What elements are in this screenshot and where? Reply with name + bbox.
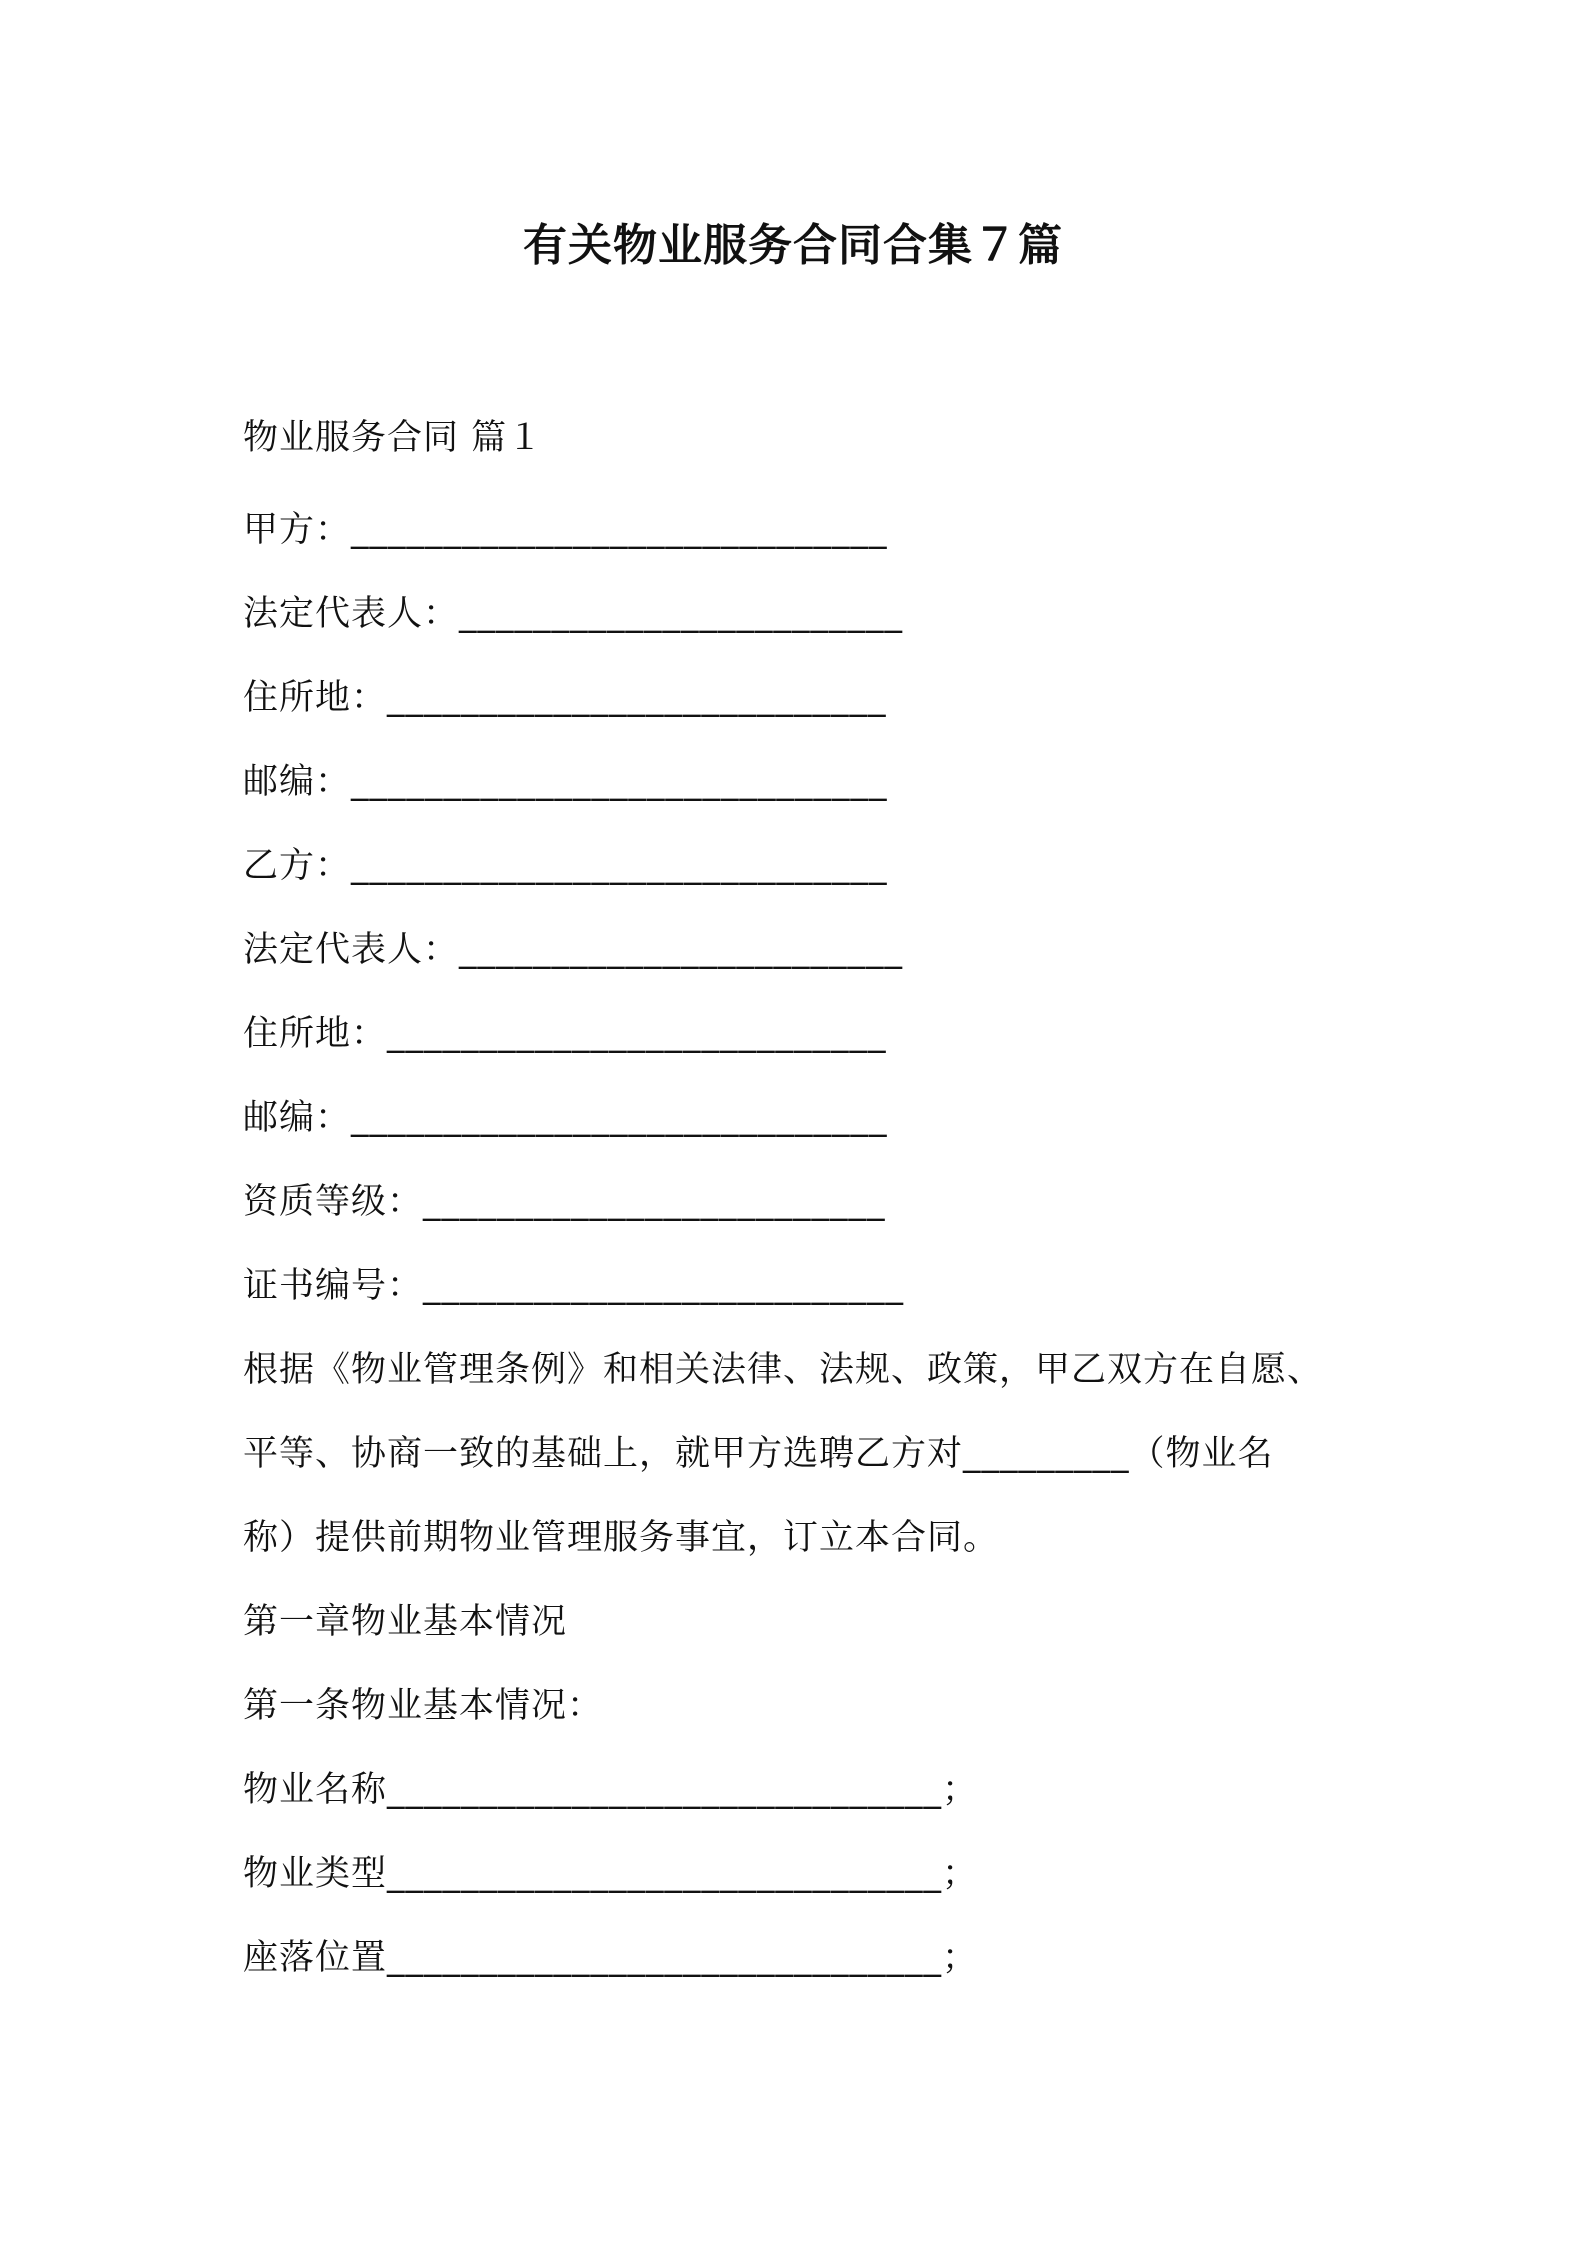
intro-line: 根据《物业管理条例》和相关法律、法规、政策，甲乙双方在自愿、 [243, 1350, 1324, 1390]
intro-paragraph [243, 1346, 1363, 1598]
field-address-b: 住所地：___________________________ [243, 1014, 887, 1054]
intro-line: 平等、协商一致的基础上，就甲方选聘乙方对_________（物业名 [243, 1434, 1274, 1474]
field-property-type: 物业类型______________________________； [243, 1854, 979, 1894]
field-property-location: 座落位置______________________________； [243, 1938, 979, 1978]
section-title: 物业服务合同 篇１ [243, 418, 544, 458]
chapter-heading: 第一章物业基本情况 [243, 1602, 568, 1642]
field-property-name: 物业名称______________________________； [243, 1770, 979, 1810]
field-postcode-a: 邮编：_____________________________ [243, 762, 888, 802]
article-heading: 第一条物业基本情况： [243, 1686, 604, 1726]
intro-line: 称）提供前期物业管理服务事宜，订立本合同。 [243, 1518, 1000, 1558]
field-legal-rep-a: 法定代表人：________________________ [243, 594, 904, 634]
field-postcode-b: 邮编：_____________________________ [243, 1098, 888, 1138]
field-address-a: 住所地：___________________________ [243, 678, 887, 718]
field-certificate-number: 证书编号：__________________________ [243, 1266, 905, 1306]
field-legal-rep-b: 法定代表人：________________________ [243, 930, 904, 970]
document-title: 有关物业服务合同合集７篇 [523, 220, 1063, 271]
field-party-b: 乙方：_____________________________ [243, 846, 888, 886]
field-party-a: 甲方：_____________________________ [243, 510, 888, 550]
field-qualification: 资质等级：_________________________ [243, 1182, 886, 1222]
